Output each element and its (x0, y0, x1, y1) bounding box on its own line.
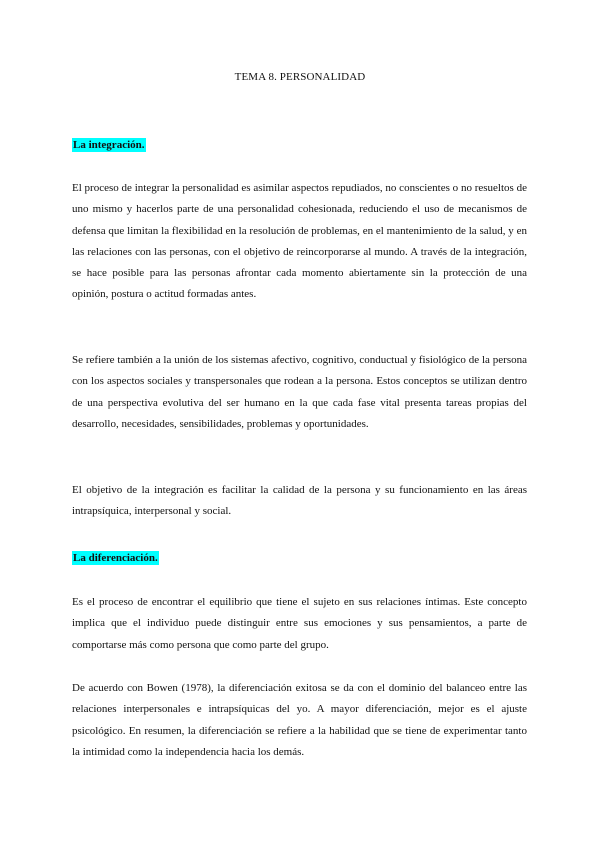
paragraph-integracion-1: El proceso de integrar la personalidad es asimilar aspectos repudiados, no conscientes o no resueltos de uno mismo y hacerlos parte de una personalidad cohesionada, reduciendo el uso de mecanismos de defensa que limitan la flexibilidad en la resolución de problemas, en el mantenimiento de la salud, y en las relaciones con las personas, con el objetivo de reincorporarse al mundo. A través de la integración, se hace posible para las personas afrontar cada momento abiertamente sin la protección de una opinión, postura o actitud formadas antes. (72, 182, 527, 301)
paragraph-diferenciacion-1: Es el proceso de encontrar el equilibrio que tiene el sujeto en sus relaciones íntimas. Este concepto implica que el individuo puede distinguir entre sus emociones y sus pensamientos, a parte de comportarse más como persona que como parte del grupo. (72, 596, 527, 651)
section-heading-diferenciacion: La diferenciación. (73, 552, 158, 564)
paragraph-diferenciacion-2: De acuerdo con Bowen (1978), la diferenciación exitosa se da con el dominio del balanceo entre las relaciones interpersonales e intrapsíquicas del yo. A mayor diferenciación, mejor es el ajuste psicológico. En resumen, la diferenciación se refiere a la habilidad que se tiene de experimentar tanto la intimidad como la independencia hacia los demás. (72, 682, 527, 758)
page-title: TEMA 8. PERSONALIDAD (234, 71, 366, 83)
paragraph-integracion-3: El objetivo de la integración es facilitar la calidad de la persona y su funcionamiento en las áreas intrapsíquica, interpersonal y social. (72, 484, 527, 518)
section-heading-integracion: La integración. (73, 139, 145, 151)
paragraph-integracion-2: Se refiere también a la unión de los sistemas afectivo, cognitivo, conductual y fisiológico de la persona con los aspectos sociales y transpersonales que rodean a la persona. Estos conceptos se utilizan dentro de una perspectiva evolutiva del ser humano en la que cada fase vital presenta tareas propias del desarrollo, necesidades, sensibilidades, problemas y oportunidades. (72, 354, 527, 430)
